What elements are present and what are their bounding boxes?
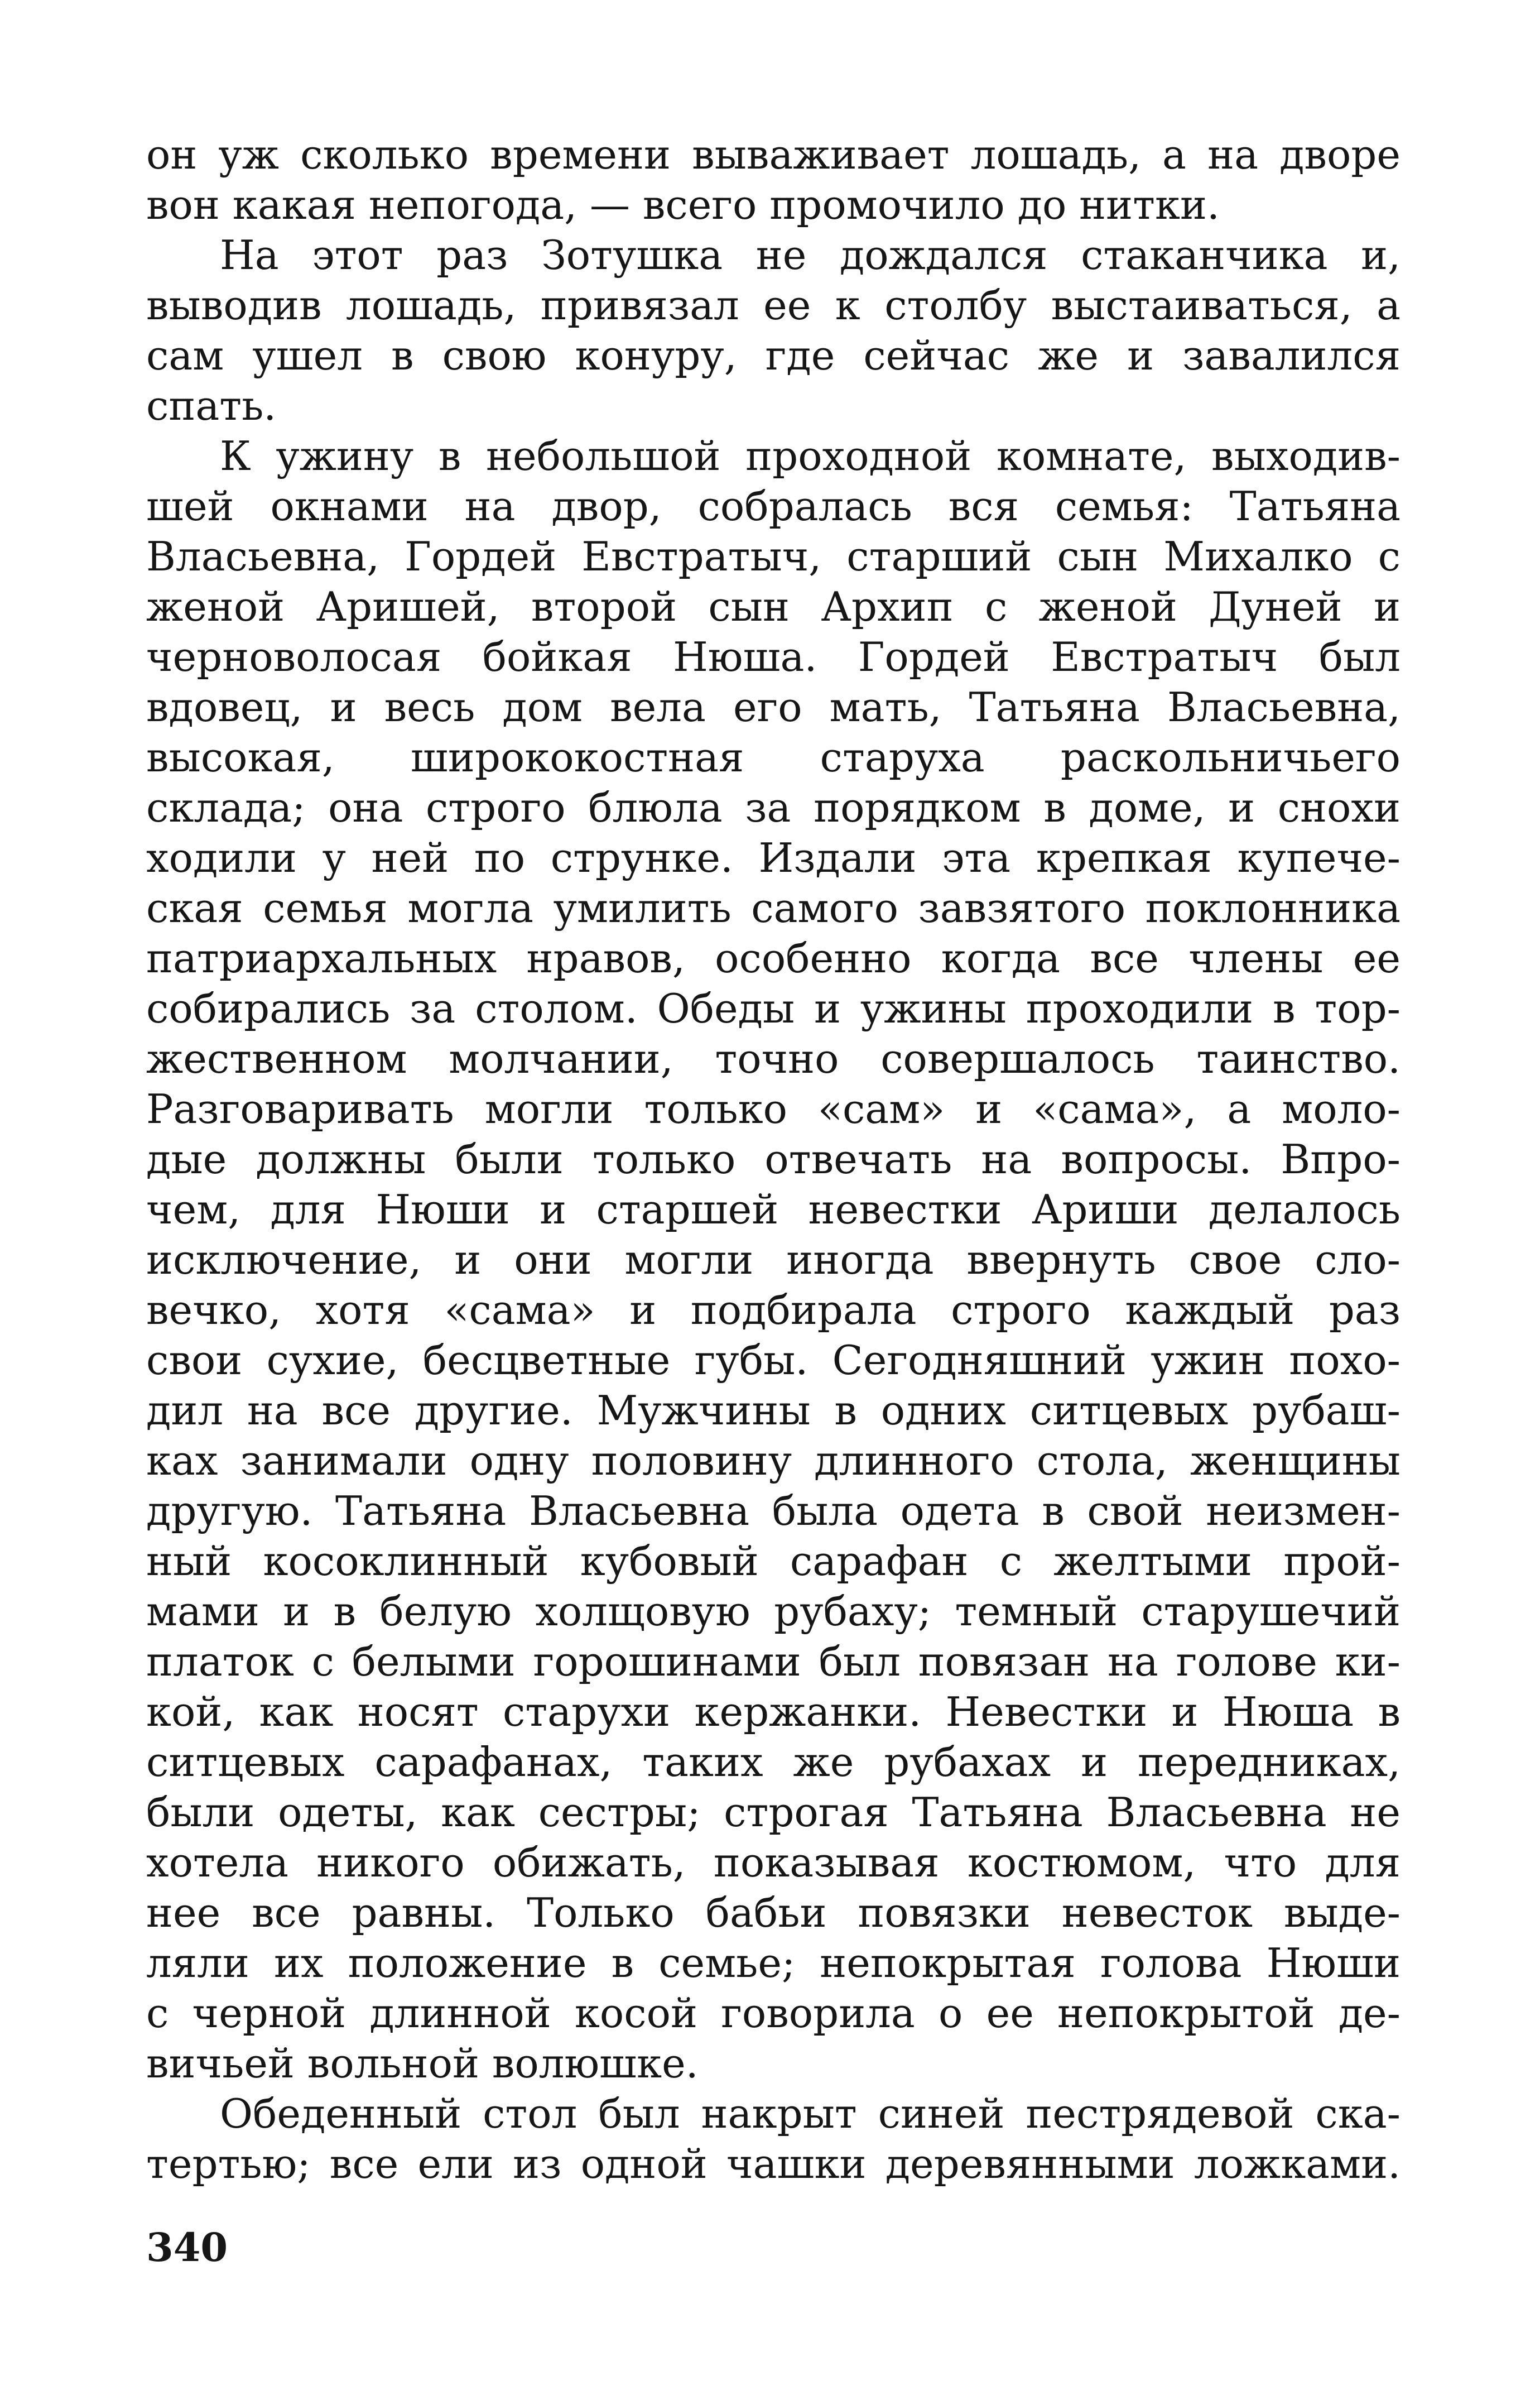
- text-line-16: ская семья могла умилить самого завзятого поклонника: [146, 885, 1401, 932]
- text-line-28: другую. Татьяна Власьевна была одета в свой неизмен-: [146, 1487, 1401, 1534]
- text-line-1: он уж сколько времени вываживает лошадь, а на дворе: [146, 131, 1401, 178]
- text-line-40: Обеденный стол был накрыт синей пестрядевой ска-: [220, 2090, 1401, 2137]
- text-line-20: Разговаривать могли только «сам» и «сама», а моло-: [146, 1086, 1401, 1132]
- text-line-37: ляли их положение в семье; непокрытая голова Нюши: [146, 1940, 1401, 1986]
- text-line-30: мами и в белую холщовую рубаху; темный старушечий: [146, 1588, 1401, 1635]
- text-line-27: ках занимали одну половину длинного стола, женщины: [146, 1437, 1401, 1484]
- text-line-29: ный косоклинный кубовый сарафан с желтыми прой-: [146, 1538, 1401, 1585]
- page-number: 340: [146, 2224, 228, 2271]
- text-line-9: Власьевна, Гордей Евстратыч, старший сын Михалко с: [146, 533, 1401, 580]
- text-line-41: тертью; все ели из одной чашки деревянными ложками.: [146, 2140, 1401, 2187]
- text-line-23: исключение, и они могли иногда ввернуть свое сло-: [146, 1236, 1401, 1283]
- text-line-18: собирались за столом. Обеды и ужины проходили в тор-: [146, 985, 1401, 1032]
- text-line-14: склада; она строго блюла за порядком в доме, и снохи: [146, 784, 1401, 831]
- text-line-11: черноволосая бойкая Нюша. Гордей Евстратыч был: [146, 633, 1401, 680]
- text-line-39: вичьей вольной волюшке.: [146, 2040, 699, 2087]
- text-line-15: ходили у ней по струнке. Издали эта крепкая купече-: [146, 834, 1401, 881]
- text-line-34: были одеты, как сестры; строгая Татьяна Власьевна не: [146, 1789, 1401, 1836]
- text-line-21: дые должны были только отвечать на вопросы. Впро-: [146, 1136, 1401, 1183]
- body-text: [146, 129, 1401, 2189]
- text-line-4: выводив лошадь, привязал ее к столбу выстаиваться, а: [146, 282, 1401, 329]
- text-line-25: свои сухие, бесцветные губы. Сегодняшний ужин похо-: [146, 1337, 1401, 1384]
- text-line-12: вдовец, и весь дом вела его мать, Татьяна Власьевна,: [146, 684, 1401, 731]
- text-line-3: На этот раз Зотушка не дождался стаканчика и,: [220, 232, 1401, 279]
- text-line-10: женой Аришей, второй сын Архип с женой Дуней и: [146, 583, 1401, 630]
- text-line-7: К ужину в небольшой проходной комнате, выходив-: [220, 433, 1401, 479]
- text-line-8: шей окнами на двор, собралась вся семья: Татьяна: [146, 483, 1401, 530]
- text-line-2: вон какая непогода, — всего промочило до нитки.: [146, 181, 1220, 228]
- text-line-31: платок с белыми горошинами был повязан на голове ки-: [146, 1638, 1401, 1685]
- text-line-6: спать.: [146, 382, 277, 429]
- text-line-22: чем, для Нюши и старшей невестки Ариши делалось: [146, 1186, 1401, 1233]
- text-line-33: ситцевых сарафанах, таких же рубахах и передниках,: [146, 1739, 1401, 1785]
- text-line-24: вечко, хотя «сама» и подбирала строго каждый раз: [146, 1287, 1401, 1333]
- text-line-5: сам ушел в свою конуру, где сейчас же и завалился: [146, 332, 1401, 379]
- text-line-13: высокая, ширококостная старуха раскольничьего: [146, 734, 1401, 781]
- text-line-17: патриархальных нравов, особенно когда все члены ее: [146, 935, 1401, 982]
- text-line-36: нее все равны. Только бабьи повязки невесток выде-: [146, 1889, 1401, 1936]
- text-line-26: дил на все другие. Мужчины в одних ситцевых рубаш-: [146, 1387, 1401, 1434]
- text-line-32: кой, как носят старухи кержанки. Невестки и Нюша в: [146, 1688, 1401, 1735]
- text-line-38: с черной длинной косой говорила о ее непокрытой де-: [146, 1990, 1401, 2037]
- text-line-35: хотела никого обижать, показывая костюмом, что для: [146, 1839, 1401, 1886]
- text-line-19: жественном молчании, точно совершалось таинство.: [146, 1035, 1401, 1082]
